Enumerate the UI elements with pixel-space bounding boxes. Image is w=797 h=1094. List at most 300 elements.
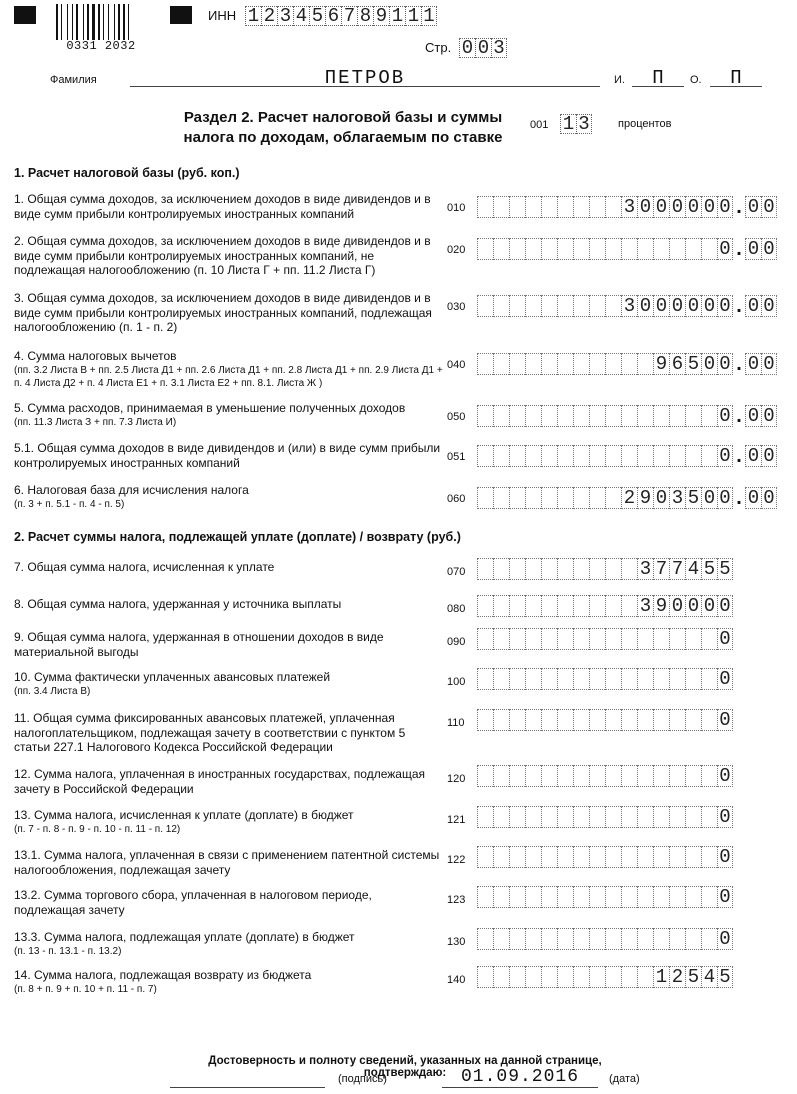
digit-cell bbox=[541, 353, 557, 375]
row-label bbox=[14, 401, 444, 429]
section2-heading: 2. Расчет суммы налога, подлежащей уплате (доплате) / возврату (руб.) bbox=[14, 530, 461, 544]
digit-cell bbox=[653, 668, 669, 690]
barcode-bar bbox=[67, 4, 68, 40]
digit-cell bbox=[621, 238, 637, 260]
amount-field[interactable] bbox=[477, 295, 777, 317]
digit-cell bbox=[541, 595, 557, 617]
digit-cell bbox=[557, 765, 573, 787]
digit-cell bbox=[541, 487, 557, 509]
digit-cell bbox=[669, 405, 685, 427]
row-label-formula: (пп. 3.2 Листа В + пп. 2.5 Листа Д1 + пп. 2.6 Листа Д1 + пп. 2.8 Листа Д1 + пп. 2.9 Листа Д1 + п. 4 Листа Д2 + п. 4 Листа Е1 + п. 3.1 Листа Е2 + пп. 8.1. Листа Ж ) bbox=[14, 364, 443, 389]
amount-field[interactable] bbox=[477, 238, 777, 260]
row-label-text: 2. Общая сумма доходов, за исключением доходов в виде дивидендов и в виде сумм прибыли контролируемых иностранных компаний, не подлежащая налогообложению (п. 10 Листа Г + пп. 11.2 Листа Г) bbox=[14, 234, 431, 277]
digit-cell bbox=[493, 487, 509, 509]
inn-label: ИНН bbox=[208, 8, 237, 23]
digit-cell bbox=[493, 806, 509, 828]
digit-cell bbox=[493, 966, 509, 988]
amount-field[interactable] bbox=[477, 668, 733, 690]
amount-field[interactable] bbox=[477, 595, 733, 617]
barcode bbox=[56, 4, 146, 53]
digit-cell bbox=[477, 558, 493, 580]
digit-cell bbox=[589, 295, 605, 317]
digit-cell bbox=[653, 886, 669, 908]
digit-cell bbox=[541, 668, 557, 690]
amount-field[interactable] bbox=[477, 846, 733, 868]
digit-cell bbox=[541, 405, 557, 427]
digit-cell bbox=[573, 846, 589, 868]
digit-cell: 0 bbox=[669, 295, 685, 317]
digit-cell bbox=[525, 709, 541, 731]
barcode-bar bbox=[85, 4, 86, 40]
digit-cell bbox=[605, 238, 621, 260]
digit-cell bbox=[509, 928, 525, 950]
digit-cell bbox=[477, 595, 493, 617]
digit-cell: 0 bbox=[637, 295, 653, 317]
digit-cell: 9 bbox=[637, 487, 653, 509]
digit-cell: 0 bbox=[717, 709, 733, 731]
row-code: 121 bbox=[447, 814, 466, 826]
digit-cell bbox=[637, 405, 653, 427]
row-code: 110 bbox=[447, 717, 465, 729]
inn-digit: 5 bbox=[309, 6, 325, 26]
digit-cell bbox=[493, 595, 509, 617]
digit-cell bbox=[525, 405, 541, 427]
row-label-formula: (п. 13 - п. 13.1 - п. 13.2) bbox=[14, 945, 122, 957]
rate-field[interactable] bbox=[560, 114, 592, 134]
row-label bbox=[14, 441, 444, 470]
date-underline bbox=[442, 1087, 598, 1088]
digit-cell bbox=[573, 487, 589, 509]
digit-cell bbox=[557, 966, 573, 988]
digit-cell bbox=[701, 709, 717, 731]
digit-cell bbox=[557, 558, 573, 580]
row-label-formula: (п. 8 + п. 9 + п. 10 + п. 11 - п. 7) bbox=[14, 983, 157, 995]
surname-label: Фамилия bbox=[50, 74, 97, 86]
barcode-bar bbox=[128, 4, 129, 40]
amount-field[interactable] bbox=[477, 558, 733, 580]
amount-field[interactable] bbox=[477, 487, 777, 509]
barcode-bar bbox=[87, 4, 89, 40]
row-label-text: 6. Налоговая база для исчисления налога bbox=[14, 483, 249, 497]
digit-cell bbox=[621, 846, 637, 868]
row-label-formula: (пп. 3.4 Листа В) bbox=[14, 685, 91, 697]
digit-cell: 0 bbox=[717, 405, 733, 427]
barcode-bar bbox=[74, 4, 75, 40]
row-code: 010 bbox=[447, 202, 466, 214]
digit-cell: 0 bbox=[701, 295, 717, 317]
initial-o-value[interactable]: П bbox=[730, 67, 742, 89]
digit-cell bbox=[477, 445, 493, 467]
row-code: 090 bbox=[447, 636, 466, 648]
digit-cell bbox=[557, 295, 573, 317]
row-label bbox=[14, 767, 444, 796]
row-label-text: 7. Общая сумма налога, исчисленная к уплате bbox=[14, 560, 275, 574]
digit-cell bbox=[477, 966, 493, 988]
digit-cell bbox=[637, 445, 653, 467]
barcode-bar bbox=[90, 4, 91, 40]
digit-cell bbox=[685, 886, 701, 908]
digit-cell bbox=[509, 405, 525, 427]
digit-cell bbox=[477, 196, 493, 218]
digit-cell bbox=[701, 405, 717, 427]
digit-cell bbox=[669, 628, 685, 650]
digit-cell bbox=[557, 353, 573, 375]
barcode-bar bbox=[105, 4, 107, 40]
digit-cell: 9 bbox=[653, 353, 669, 375]
inn-digit: 1 bbox=[405, 6, 421, 26]
digit-cell: 0 bbox=[685, 595, 701, 617]
amount-field[interactable] bbox=[477, 928, 733, 950]
digit-cell bbox=[573, 595, 589, 617]
row-label bbox=[14, 848, 444, 877]
digit-cell bbox=[589, 846, 605, 868]
row-label-text: 11. Общая сумма фиксированных авансовых платежей, уплаченная налогоплательщиком, подлежащая зачету в соответствии с пунктом 5 статьи 227.1 Налогового Кодекса Российской Федерации bbox=[14, 711, 406, 754]
section-title-line2: налога по доходам, облагаемым по ставке bbox=[183, 129, 503, 146]
decimal-point: . bbox=[736, 238, 742, 260]
barcode-bar bbox=[61, 4, 62, 40]
inn-digit: 2 bbox=[261, 6, 277, 26]
digit-cell bbox=[701, 806, 717, 828]
digit-cell bbox=[509, 238, 525, 260]
digit-cell bbox=[589, 595, 605, 617]
digit-cell bbox=[701, 668, 717, 690]
row-label bbox=[14, 234, 444, 278]
row-label-text: 8. Общая сумма налога, удержанная у источника выплаты bbox=[14, 597, 342, 611]
barcode-bar bbox=[69, 4, 71, 40]
initial-o-label: О. bbox=[690, 74, 702, 86]
digit-cell bbox=[589, 558, 605, 580]
digit-cell bbox=[621, 765, 637, 787]
row-label-text: 4. Сумма налоговых вычетов bbox=[14, 349, 177, 363]
digit-cell: 0 bbox=[761, 487, 777, 509]
barcode-bar bbox=[123, 4, 125, 40]
digit-cell: 0 bbox=[653, 295, 669, 317]
barcode-bar bbox=[79, 4, 82, 40]
digit-cell bbox=[669, 846, 685, 868]
digit-cell bbox=[605, 846, 621, 868]
digit-cell: 0 bbox=[701, 353, 717, 375]
digit-cell bbox=[541, 295, 557, 317]
barcode-bar bbox=[83, 4, 84, 40]
digit-cell bbox=[541, 196, 557, 218]
rate-suffix: процентов bbox=[618, 118, 672, 130]
digit-cell bbox=[525, 806, 541, 828]
digit-cell bbox=[509, 886, 525, 908]
digit-cell bbox=[621, 668, 637, 690]
digit-cell bbox=[477, 806, 493, 828]
digit-cell bbox=[621, 806, 637, 828]
decimal-point: . bbox=[736, 353, 742, 375]
digit-cell: 0 bbox=[717, 238, 733, 260]
digit-cell bbox=[701, 886, 717, 908]
digit-cell: 0 bbox=[717, 846, 733, 868]
digit-cell bbox=[493, 353, 509, 375]
digit-cell bbox=[509, 806, 525, 828]
barcode-bar bbox=[63, 4, 66, 40]
confirmation-text: Достоверность и полноту сведений, указанных на данной странице, подтверждаю: bbox=[208, 1055, 602, 1079]
digit-cell bbox=[589, 928, 605, 950]
amount-field[interactable] bbox=[477, 765, 733, 787]
digit-cell bbox=[701, 238, 717, 260]
digit-cell: 0 bbox=[745, 295, 761, 317]
signature-line[interactable] bbox=[170, 1087, 325, 1088]
page-number-field[interactable] bbox=[459, 38, 507, 58]
digit-cell bbox=[573, 765, 589, 787]
digit-cell bbox=[605, 445, 621, 467]
digit-cell bbox=[493, 405, 509, 427]
row-label bbox=[14, 888, 444, 917]
digit-cell bbox=[589, 238, 605, 260]
digit-cell bbox=[493, 709, 509, 731]
inn-digit: 1 bbox=[245, 6, 261, 26]
corner-mark-left bbox=[14, 6, 36, 24]
digit-cell: 5 bbox=[685, 487, 701, 509]
barcode-bar bbox=[56, 4, 58, 40]
digit-cell: 0 bbox=[717, 196, 733, 218]
digit-cell: 0 bbox=[717, 668, 733, 690]
row-label bbox=[14, 808, 444, 836]
digit-cell bbox=[525, 628, 541, 650]
decimal-point: . bbox=[736, 295, 742, 317]
row-label-text: 13.3. Сумма налога, подлежащая уплате (доплате) в бюджет bbox=[14, 930, 355, 944]
decimal-point: . bbox=[736, 445, 742, 467]
digit-cell bbox=[589, 806, 605, 828]
digit-cell bbox=[621, 445, 637, 467]
row-label-text: 9. Общая сумма налога, удержанная в отношении доходов в виде материальной выгоды bbox=[14, 630, 384, 659]
digit-cell: 0 bbox=[761, 295, 777, 317]
digit-cell: 0 bbox=[669, 196, 685, 218]
amount-field[interactable] bbox=[477, 886, 733, 908]
barcode-bar bbox=[76, 4, 78, 40]
digit-cell: 3 bbox=[621, 196, 637, 218]
digit-cell bbox=[653, 765, 669, 787]
row-code: 051 bbox=[447, 451, 466, 463]
row-label-text: 10. Сумма фактически уплаченных авансовых платежей bbox=[14, 670, 331, 684]
digit-cell bbox=[589, 709, 605, 731]
digit-cell bbox=[669, 668, 685, 690]
row-code: 123 bbox=[447, 894, 466, 906]
digit-cell bbox=[685, 238, 701, 260]
digit-cell bbox=[541, 765, 557, 787]
digit-cell bbox=[653, 846, 669, 868]
barcode-bar bbox=[110, 4, 113, 40]
digit-cell bbox=[589, 765, 605, 787]
digit-cell bbox=[509, 709, 525, 731]
row-label-text: 1. Общая сумма доходов, за исключением доходов в виде дивидендов и в виде сумм прибыли контролируемых иностранных компаний bbox=[14, 192, 431, 221]
digit-cell bbox=[589, 405, 605, 427]
digit-cell bbox=[605, 668, 621, 690]
digit-cell bbox=[685, 765, 701, 787]
barcode-bar bbox=[92, 4, 95, 40]
row-label bbox=[14, 711, 444, 755]
digit-cell bbox=[509, 295, 525, 317]
digit-cell: 0 bbox=[637, 196, 653, 218]
digit-cell bbox=[669, 445, 685, 467]
amount-field[interactable] bbox=[477, 405, 777, 427]
digit-cell bbox=[557, 806, 573, 828]
inn-digit: 3 bbox=[277, 6, 293, 26]
digit-cell bbox=[637, 765, 653, 787]
digit-cell: 4 bbox=[685, 558, 701, 580]
section-title bbox=[163, 108, 523, 148]
digit-cell bbox=[557, 445, 573, 467]
digit-cell bbox=[477, 668, 493, 690]
digit-cell bbox=[573, 628, 589, 650]
digit-cell bbox=[525, 238, 541, 260]
digit-cell bbox=[573, 196, 589, 218]
digit-cell bbox=[509, 353, 525, 375]
digit-cell: 9 bbox=[653, 595, 669, 617]
digit-cell bbox=[557, 628, 573, 650]
row-code: 060 bbox=[447, 493, 466, 505]
digit-cell: 0 bbox=[685, 196, 701, 218]
digit-cell bbox=[477, 886, 493, 908]
row-code: 050 bbox=[447, 411, 466, 423]
signature-label: (подпись) bbox=[338, 1073, 387, 1085]
digit-cell: 0 bbox=[761, 353, 777, 375]
digit-cell bbox=[573, 558, 589, 580]
digit-cell bbox=[605, 558, 621, 580]
inn-digit: 9 bbox=[373, 6, 389, 26]
amount-field[interactable] bbox=[477, 628, 733, 650]
digit-cell bbox=[525, 765, 541, 787]
digit-cell: 0 bbox=[669, 595, 685, 617]
digit-cell bbox=[573, 238, 589, 260]
digit-cell: 0 bbox=[761, 445, 777, 467]
row-label-text: 5.1. Общая сумма доходов в виде дивидендов и (или) в виде сумм прибыли контролируемых иностранных компаний bbox=[14, 441, 441, 470]
inn-digit: 4 bbox=[293, 6, 309, 26]
digit-cell: 0 bbox=[761, 238, 777, 260]
digit-cell bbox=[525, 846, 541, 868]
digit-cell bbox=[573, 709, 589, 731]
digit-cell bbox=[525, 966, 541, 988]
row-label-formula: (пп. 11.3 Листа З + пп. 7.3 Листа И) bbox=[14, 416, 177, 428]
inn-digit: 1 bbox=[389, 6, 405, 26]
digit-cell: 0 bbox=[745, 196, 761, 218]
row-code: 140 bbox=[447, 974, 466, 986]
digit-cell bbox=[541, 966, 557, 988]
barcode-bar bbox=[101, 4, 102, 40]
row-label bbox=[14, 291, 444, 335]
digit-cell bbox=[493, 668, 509, 690]
digit-cell bbox=[653, 709, 669, 731]
digit-cell bbox=[541, 886, 557, 908]
digit-cell: 0 bbox=[653, 487, 669, 509]
page-label: Стр. bbox=[425, 40, 452, 55]
digit-cell bbox=[589, 628, 605, 650]
digit-cell bbox=[701, 765, 717, 787]
date-value[interactable]: 01.09.2016 bbox=[460, 1067, 580, 1087]
digit-cell bbox=[525, 886, 541, 908]
digit-cell bbox=[557, 846, 573, 868]
digit-cell bbox=[493, 445, 509, 467]
amount-field[interactable] bbox=[477, 353, 777, 375]
digit-cell: 7 bbox=[653, 558, 669, 580]
amount-field[interactable] bbox=[477, 966, 733, 988]
barcode-bar bbox=[118, 4, 120, 40]
row-code: 020 bbox=[447, 244, 466, 256]
section-title-line1: Раздел 2. Расчет налоговой базы и суммы bbox=[183, 109, 503, 126]
digit-cell bbox=[637, 886, 653, 908]
digit-cell: 0 bbox=[701, 196, 717, 218]
digit-cell bbox=[685, 806, 701, 828]
digit-cell bbox=[621, 886, 637, 908]
digit-cell bbox=[541, 846, 557, 868]
rate-digit: 3 bbox=[576, 114, 592, 134]
row-code: 080 bbox=[447, 603, 466, 615]
digit-cell: 0 bbox=[745, 445, 761, 467]
digit-cell bbox=[525, 668, 541, 690]
inn-digit: 1 bbox=[421, 6, 437, 26]
barcode-number: 0331 2032 bbox=[66, 39, 136, 53]
digit-cell bbox=[525, 558, 541, 580]
amount-field[interactable] bbox=[477, 445, 777, 467]
digit-cell: 0 bbox=[717, 628, 733, 650]
surname-value[interactable]: ПЕТРОВ bbox=[324, 67, 406, 89]
digit-cell: 0 bbox=[701, 487, 717, 509]
digit-cell bbox=[573, 295, 589, 317]
decimal-point: . bbox=[736, 405, 742, 427]
amount-field[interactable] bbox=[477, 196, 777, 218]
digit-cell: 4 bbox=[701, 966, 717, 988]
digit-cell bbox=[573, 445, 589, 467]
digit-cell: 0 bbox=[701, 595, 717, 617]
digit-cell: 0 bbox=[717, 928, 733, 950]
digit-cell bbox=[525, 196, 541, 218]
row-label-text: 13.2. Сумма торгового сбора, уплаченная в налоговом периоде, подлежащая зачету bbox=[14, 888, 372, 917]
digit-cell bbox=[685, 928, 701, 950]
digit-cell bbox=[701, 628, 717, 650]
barcode-bar bbox=[98, 4, 100, 40]
barcode-bar bbox=[130, 4, 133, 40]
digit-cell bbox=[701, 445, 717, 467]
digit-cell: 0 bbox=[717, 353, 733, 375]
digit-cell bbox=[637, 668, 653, 690]
row-label bbox=[14, 670, 444, 698]
digit-cell bbox=[605, 806, 621, 828]
digit-cell bbox=[637, 709, 653, 731]
digit-cell bbox=[605, 595, 621, 617]
digit-cell bbox=[685, 628, 701, 650]
rate-code: 001 bbox=[530, 119, 549, 131]
digit-cell: 0 bbox=[717, 487, 733, 509]
amount-field[interactable] bbox=[477, 806, 733, 828]
digit-cell: 3 bbox=[637, 558, 653, 580]
digit-cell: 5 bbox=[717, 966, 733, 988]
digit-cell bbox=[589, 487, 605, 509]
digit-cell bbox=[541, 806, 557, 828]
digit-cell bbox=[605, 928, 621, 950]
digit-cell bbox=[509, 668, 525, 690]
digit-cell bbox=[589, 886, 605, 908]
amount-field[interactable] bbox=[477, 709, 733, 731]
digit-cell bbox=[605, 405, 621, 427]
digit-cell bbox=[493, 928, 509, 950]
initial-i-value[interactable]: П bbox=[652, 67, 664, 89]
digit-cell bbox=[525, 595, 541, 617]
row-label bbox=[14, 630, 444, 659]
digit-cell bbox=[477, 928, 493, 950]
digit-cell bbox=[669, 886, 685, 908]
barcode-bar bbox=[116, 4, 117, 40]
row-label bbox=[14, 597, 444, 612]
row-label bbox=[14, 192, 444, 221]
digit-cell: 6 bbox=[669, 353, 685, 375]
inn-field[interactable] bbox=[245, 6, 437, 26]
digit-cell bbox=[685, 405, 701, 427]
date-label: (дата) bbox=[609, 1073, 640, 1085]
digit-cell: 5 bbox=[717, 558, 733, 580]
